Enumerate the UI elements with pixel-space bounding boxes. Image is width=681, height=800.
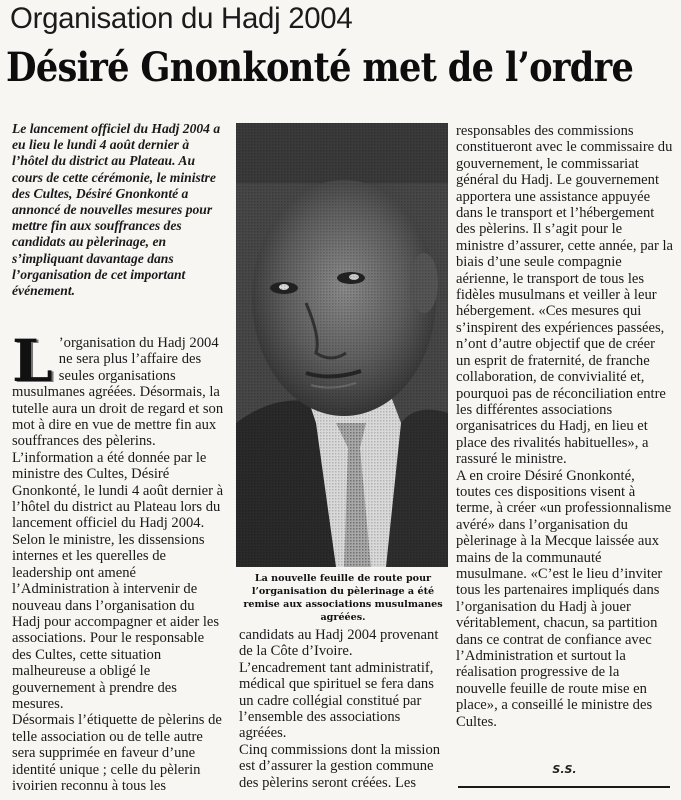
article-photo [236, 123, 448, 567]
paragraph: A en croire Désiré Gnonkonté, toutes ces dispositions visent à terme, à créer «un professionnalisme avéré» dans l’organisation du pèlerinage à la Mecque laissée aux mains de la communauté musulmane. «C’est le lieu d’inviter tous les partenaires impliqués dans l’organisation du Hadj à jouer véritablement, chacun, sa partition dans ce contrat de confiance avec l’Administration et surtout la réalisation progressive de la nouvelle feuille de route mise en place», a conseillé le ministre des Cultes. [456, 467, 672, 730]
paragraph: Cinq commissions dont la mission est d’assurer la gestion commune des pèlerins seront créées. Les [239, 741, 441, 791]
paragraph: L’encadrement tant administratif, médical que spirituel se fera dans un cadre collégial constitué par l’ensemble des associations agréées. [239, 659, 434, 742]
article-column-1 [12, 327, 226, 794]
end-rule [458, 786, 670, 788]
article-kicker: Organisation du Hadj 2004 [10, 2, 353, 35]
portrait-image [236, 123, 448, 567]
lead-paragraph: Le lancement officiel du Hadj 2004 a eu lieu le lundi 4 août dernier à l’hôtel du district au Plateau. Au cours de cette cérémonie, le ministre des Cultes, Désiré Gnonkonté a annoncé de nouvelles mesures pour mettre fin aux souffrances des candidats au pèlerinage, en s’impliquant davantage dans l’organisation de cet important événement. [12, 121, 221, 299]
article-lead [12, 121, 226, 299]
drop-cap: L [12, 327, 53, 395]
photo-caption: La nouvelle feuille de route pour l’organisation du pèlerinage a été remise aux associations musulmanes agréées. [243, 573, 443, 623]
paragraph: Désormais l’étiquette de pèlerins de telle association ou de telle autre sera supprimée en faveur d’une identité unique ; celle du pèlerin ivoirien reconnu à tous les [12, 712, 222, 794]
paragraph: responsables des commissions constitueront avec le commissaire du gouvernement, le commissariat général du Hadj. Le gouvernement apportera une assistance appuyée dans le transport et l’hébergement des pèlerins. Il s’agit pour le ministre d’assurer, cette année, par la biais d’une seule compagnie aérienne, le transport de tous les fidèles musulmans et veiller à leur hébergement. «Ces mesures qui s’inspirent des expériences passées, n’ont d’autre objectif que de créer un esprit de fraternité, de franche collaboration, de convivialité et, pourquoi pas de réconciliation entre les différentes associations organisatrices du Hadj, en lieu et place des rivalités habituelles», a rassuré le ministre. [456, 123, 674, 468]
paragraph [12, 327, 226, 450]
paragraph-text: ’organisation du Hadj 2004 ne sera plus l’affaire des seules organisations musulmanes agréées. Désormais, la tutelle aura un droit de regard et son mot à dire en vue de mettre fin aux souffrances des pèlerins. [12, 335, 224, 450]
article-headline: Désiré Gnonkonté met de l’ordre [6, 44, 634, 91]
article-column-2 [239, 627, 451, 791]
paragraph: L’information a été donnée par le ministre des Cultes, Désiré Gnonkonté, le lundi 4 août dernier à l’hôtel du district au Plateau lors du lancement officiel du Hadj 2004. [12, 449, 224, 532]
paragraph: Selon le ministre, les dissensions internes et les querelles de leadership ont amené l’Administration à intervenir de nouveau dans l’organisation du Hadj pour accompagner et aider les associations. Pour le responsable des Cultes, cette situation malheureuse a obligé le gouvernement à prendre des mesures. [12, 531, 220, 712]
paragraph: candidats au Hadj 2004 provenant de la Côte d’Ivoire. [239, 627, 439, 660]
author-signature: S.S. [552, 763, 577, 776]
article-column-3 [456, 123, 673, 730]
